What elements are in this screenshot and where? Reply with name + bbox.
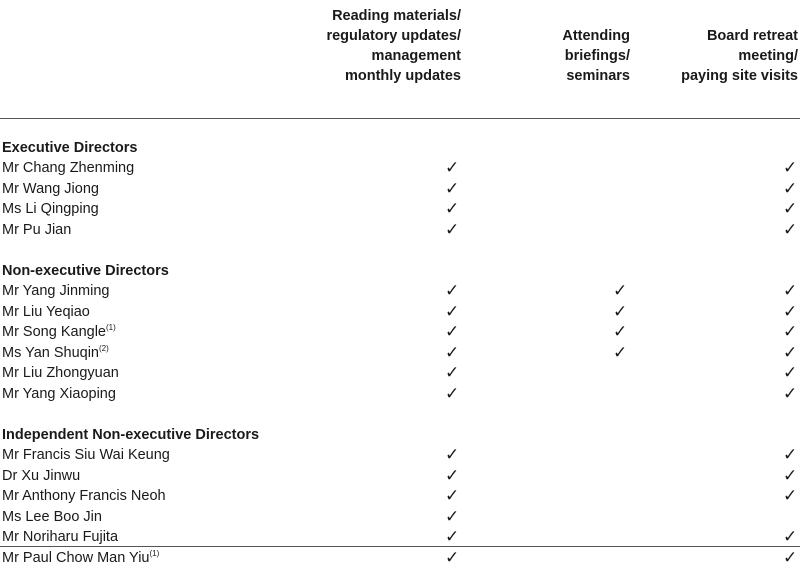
director-name: Mr Liu Yeqiao (2, 303, 90, 322)
director-name: Mr Pu Jian (2, 221, 71, 240)
table-row (0, 527, 800, 548)
checkmark-icon: ✓ (445, 220, 459, 240)
table-row (0, 363, 800, 384)
director-name: Mr Liu Zhongyuan (2, 364, 119, 383)
director-name: Mr Chang Zhenming (2, 159, 134, 178)
checkmark-icon: ✓ (445, 466, 459, 486)
checkmark-icon: ✓ (783, 548, 797, 568)
table-row (0, 486, 800, 507)
checkmark-icon: ✓ (445, 302, 459, 322)
section-heading-row (0, 138, 800, 159)
checkmark-icon: ✓ (783, 322, 797, 342)
table-row (0, 445, 800, 466)
table-row (0, 302, 800, 323)
section-title: Executive Directors (2, 139, 137, 158)
director-name: Mr Yang Xiaoping (2, 385, 116, 404)
director-name: Mr Wang Jiong (2, 180, 99, 199)
header-line: regulatory updates/ (326, 26, 461, 46)
checkmark-icon: ✓ (445, 343, 459, 363)
table-row (0, 548, 800, 568)
checkmark-icon: ✓ (783, 384, 797, 404)
table-row (0, 199, 800, 220)
checkmark-icon: ✓ (783, 527, 797, 547)
table-row (0, 179, 800, 200)
director-name: Mr Song Kangle$^{(1)}$ (2, 323, 116, 342)
checkmark-icon: ✓ (445, 507, 459, 527)
header-line: briefings/ (562, 46, 630, 66)
checkmark-icon: ✓ (445, 281, 459, 301)
checkmark-icon: ✓ (783, 158, 797, 178)
checkmark-icon: ✓ (445, 363, 459, 383)
director-name: Mr Anthony Francis Neoh (2, 487, 166, 506)
header-line: seminars (562, 66, 630, 86)
table-row (0, 220, 800, 241)
table-row (0, 466, 800, 487)
checkmark-icon: ✓ (445, 158, 459, 178)
table-body (0, 117, 800, 568)
checkmark-icon: ✓ (613, 281, 627, 301)
header-board-retreat (681, 26, 798, 86)
checkmark-icon: ✓ (613, 322, 627, 342)
header-line: monthly updates (326, 66, 461, 86)
checkmark-icon: ✓ (783, 281, 797, 301)
checkmark-icon: ✓ (445, 322, 459, 342)
header-line: Board retreat (681, 26, 798, 46)
section-spacer (0, 117, 800, 138)
checkmark-icon: ✓ (445, 548, 459, 568)
footnote-marker: (1) (106, 323, 116, 332)
header-line: meeting/ (681, 46, 798, 66)
checkmark-icon: ✓ (445, 384, 459, 404)
section-title: Independent Non-executive Directors (2, 426, 259, 445)
checkmark-icon: ✓ (783, 199, 797, 219)
checkmark-icon: ✓ (783, 486, 797, 506)
table-bottom-rule (0, 546, 800, 547)
director-name: Mr Francis Siu Wai Keung (2, 446, 170, 465)
checkmark-icon: ✓ (783, 466, 797, 486)
table-row (0, 384, 800, 405)
table-row (0, 343, 800, 364)
checkmark-icon: ✓ (613, 343, 627, 363)
section-spacer (0, 240, 800, 261)
footnote-marker: (2) (99, 344, 109, 353)
checkmark-icon: ✓ (783, 445, 797, 465)
checkmark-icon: ✓ (783, 302, 797, 322)
header-line: management (326, 46, 461, 66)
footnote-marker: (1) (149, 549, 159, 558)
header-reading-materials (326, 6, 461, 86)
table-row (0, 281, 800, 302)
director-name: Ms Li Qingping (2, 200, 99, 219)
table-row (0, 158, 800, 179)
director-name: Ms Lee Boo Jin (2, 508, 102, 527)
table-row (0, 322, 800, 343)
checkmark-icon: ✓ (613, 302, 627, 322)
checkmark-icon: ✓ (445, 199, 459, 219)
director-name: Mr Yang Jinming (2, 282, 109, 301)
section-heading-row (0, 261, 800, 282)
section-heading-row (0, 425, 800, 446)
section-spacer (0, 404, 800, 425)
checkmark-icon: ✓ (783, 179, 797, 199)
header-line: Attending (562, 26, 630, 46)
checkmark-icon: ✓ (445, 527, 459, 547)
header-attending-briefings (562, 26, 630, 86)
director-name: Mr Paul Chow Man Yiu$^{(1)}$ (2, 549, 159, 568)
header-line: Reading materials/ (326, 6, 461, 26)
checkmark-icon: ✓ (783, 363, 797, 383)
checkmark-icon: ✓ (783, 343, 797, 363)
director-name: Dr Xu Jinwu (2, 467, 80, 486)
director-name: Ms Yan Shuqin$^{(2)}$ (2, 344, 109, 363)
checkmark-icon: ✓ (783, 220, 797, 240)
checkmark-icon: ✓ (445, 445, 459, 465)
checkmark-icon: ✓ (445, 179, 459, 199)
director-name: Mr Noriharu Fujita (2, 528, 118, 547)
table-row (0, 507, 800, 528)
section-title: Non-executive Directors (2, 262, 169, 281)
header-line: paying site visits (681, 66, 798, 86)
checkmark-icon: ✓ (445, 486, 459, 506)
